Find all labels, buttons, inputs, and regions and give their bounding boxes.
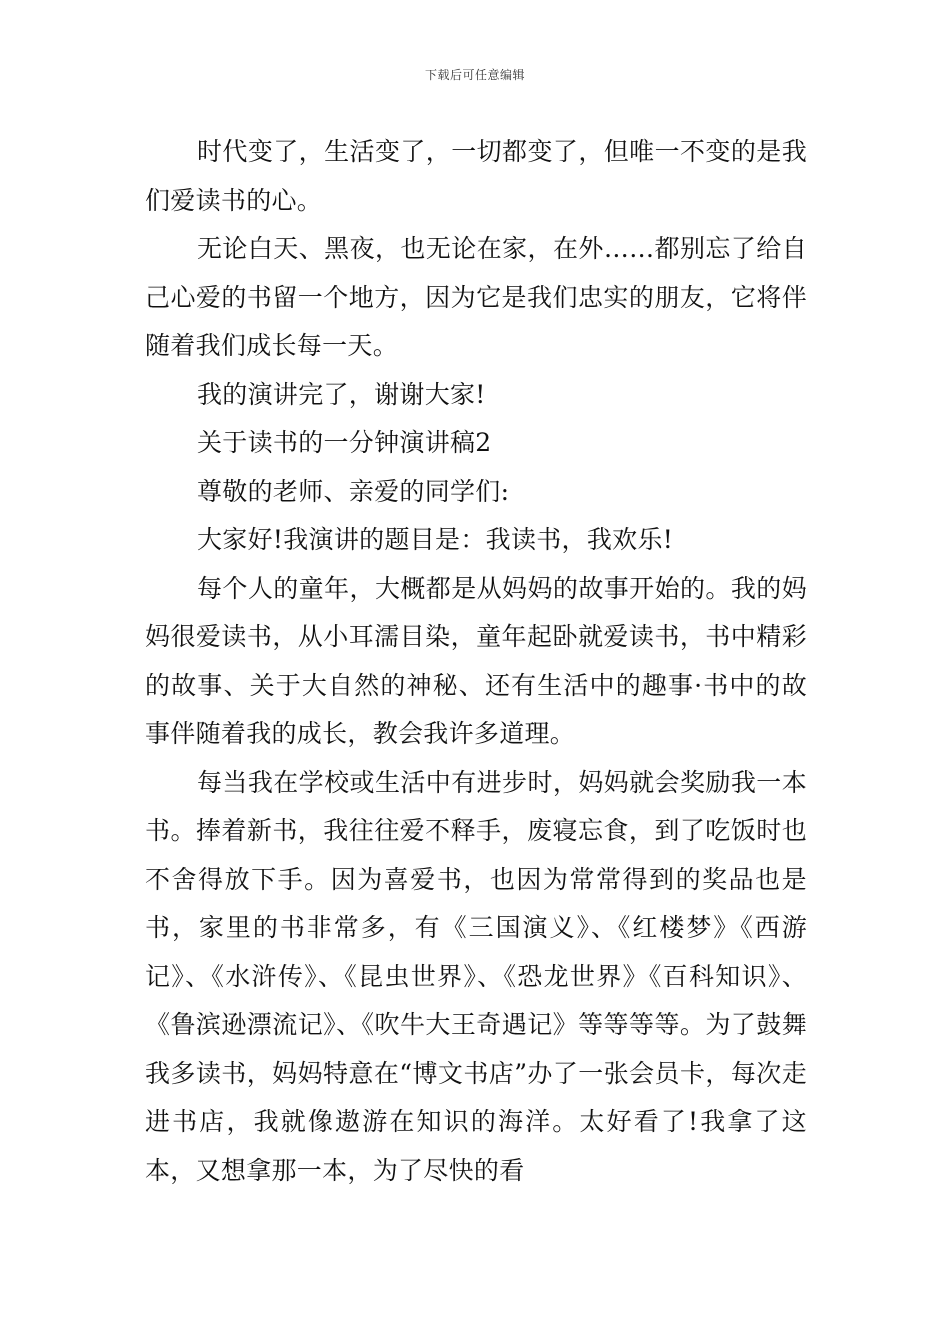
paragraph-times-changed: 时代变了，生活变了，一切都变了，但唯一不变的是我们爱读书的心。 [145, 137, 807, 215]
paragraph-speech-end: 我的演讲完了，谢谢大家! [197, 379, 486, 409]
page-header-note: 下载后可任意编辑 [424, 68, 525, 82]
paragraph-day-and-night: 无论白天、黑夜，也无论在家，在外……都别忘了给自己心爱的书留一个地方，因为它是我们忠实的朋友，它将伴随着我们成长每一天。 [145, 234, 807, 360]
paragraph-greeting: 大家好!我演讲的题目是：我读书，我欢乐! [197, 525, 674, 554]
section-title: 关于读书的一分钟演讲稿2 [197, 428, 492, 457]
paragraph-salutation: 尊敬的老师、亲爱的同学们: [197, 476, 510, 506]
paragraph-childhood: 每个人的童年，大概都是从妈妈的故事开始的。我的妈妈很爱读书，从小耳濡目染，童年起卧就爱读书，书中精彩的故事、关于大自然的神秘、还有生活中的趣事·书中的故事伴随着我的成长，教会我许多道理。 [145, 573, 807, 748]
document-body [145, 128, 807, 1195]
paragraph-book-rewards: 每当我在学校或生活中有进步时，妈妈就会奖励我一本书。捧着新书，我往往爱不释手，废寝忘食，到了吃饭时也不舍得放下手。因为喜爱书，也因为常常得到的奖品也是书，家里的书非常多，有《三国演义》、《红楼梦》《西游记》、《水浒传》、《昆虫世界》、《恐龙世界》《百科知识》、《鲁滨逊漂流记》、《吹牛大王奇遇记》等等等等。为了鼓舞我多读书，妈妈特意在“博文书店”办了一张会员卡，每次走进书店，我就像遨游在知识的海洋。太好看了!我拿了这本，又想拿那一本，为了尽快的看 [145, 767, 807, 1185]
